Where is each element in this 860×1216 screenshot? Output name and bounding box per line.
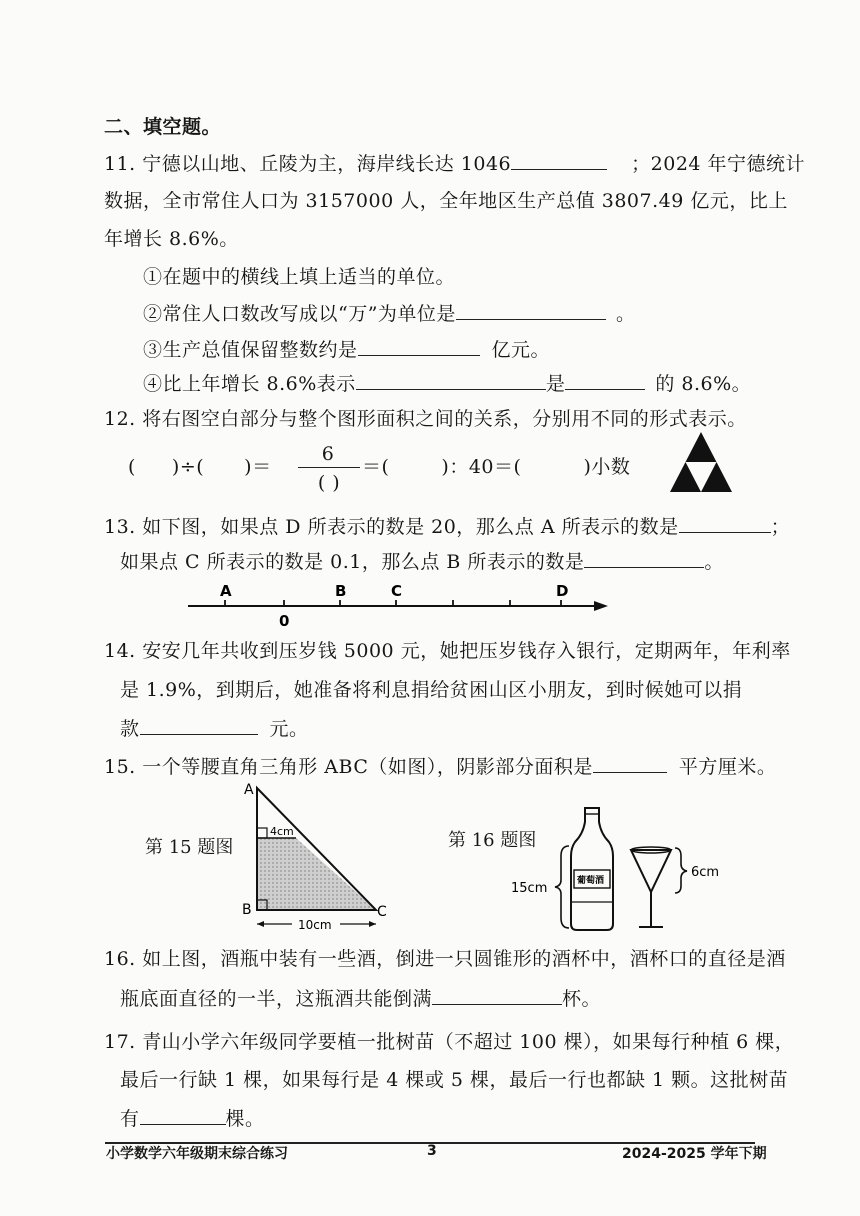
q13-blank-b[interactable] (584, 549, 704, 568)
cone-glass-bowl (631, 850, 671, 892)
q12-blank-3[interactable] (389, 455, 441, 473)
q13-number-line (180, 578, 610, 638)
glass-brace (675, 848, 687, 893)
q17-unit: 棵。 (225, 1108, 265, 1130)
q13-line1 (104, 514, 790, 539)
q14-text: 款 (120, 718, 140, 740)
q12-blank-2[interactable] (204, 455, 244, 473)
q12-ratio: )：40＝( (441, 456, 522, 478)
vertex-a: A (244, 782, 254, 798)
q14-blank-amount[interactable] (140, 716, 258, 735)
q12-decimal: )小数 (583, 456, 631, 478)
q16-figure-label: 第 16 题图 (448, 830, 537, 851)
q11-text-b: ；2024 年宁德统计 (631, 153, 806, 175)
q12-text: 12. 将右图空白部分与整个图形面积之间的关系，分别用不同的形式表示。 (104, 408, 747, 430)
dim-15cm: 15cm (511, 881, 548, 896)
q17-blank-trees[interactable] (140, 1106, 226, 1125)
q12-triangle-figure (668, 430, 734, 496)
q12-blank-4[interactable] (521, 455, 583, 473)
q14-line3 (120, 716, 309, 741)
q12-paren-1: ( (128, 456, 136, 478)
dim-10cm: 10cm (298, 918, 332, 932)
q14-line2: 是 1.9%，到期后，她准备将利息捐给贫困山区小朋友，到时候她可以捐 (120, 679, 743, 701)
point-b-label: B (335, 582, 347, 600)
footer-left: 小学数学六年级期末综合练习 (106, 1146, 288, 1162)
dim-4cm: 4cm (270, 825, 294, 838)
q15-figure-label: 第 15 题图 (145, 837, 234, 858)
q11-blank-unit[interactable] (511, 151, 607, 170)
q13-end-a: ； (770, 516, 791, 538)
q15-unit: 平方厘米。 (678, 756, 777, 778)
q11-line3: 年增长 8.6%。 (104, 228, 239, 250)
q12-eq2: ＝( (362, 456, 390, 478)
zero-label: 0 (279, 612, 290, 630)
wine-bottle (571, 808, 613, 930)
number-line-arrow (594, 601, 608, 611)
q13-end-b: 。 (704, 551, 724, 573)
q17-line3 (120, 1106, 265, 1131)
q17-line1: 17. 青山小学六年级同学要植一批树苗（不超过 100 棵），如果每行种植 6 棵， (104, 1031, 795, 1053)
footer-right: 2024-2025 学年下期 (622, 1146, 767, 1162)
q13-text-a: 13. 如下图，如果点 D 所表示的数是 20，那么点 A 所表示的数是 (104, 516, 679, 538)
section-title: 二、填空题。 (104, 116, 222, 138)
q15-text-a: 15. 一个等腰直角三角形 ABC（如图），阴影部分面积是 (104, 756, 593, 778)
q11-sub2-text: ②常住人口数改写成以“万”为单位是 (143, 303, 456, 325)
q16-unit: 杯。 (562, 988, 602, 1010)
q13-line2 (120, 549, 724, 574)
q13-blank-a[interactable] (679, 514, 771, 533)
q12-expression (128, 455, 272, 479)
q12-fraction-den[interactable]: ( ) (317, 472, 341, 494)
q17-line2: 最后一行缺 1 棵，如果每行是 4 棵或 5 棵，最后一行也都缺 1 颗。这批树苗 (120, 1069, 789, 1091)
q11-sub2-end: 。 (615, 303, 636, 325)
q11-sub3-end: 亿元。 (491, 339, 551, 361)
q15-text (104, 754, 776, 779)
footer-page-number: 3 (427, 1143, 437, 1159)
q12-fraction-num: 6 (321, 443, 335, 465)
q11-line2: 数据，全市常住人口为 3157000 人，全年地区生产总值 3807.49 亿元，比上 (104, 190, 788, 212)
point-d-label: D (556, 582, 569, 600)
bottle-brace (555, 846, 569, 928)
dim-6cm: 6cm (691, 865, 720, 880)
q11-sub3 (143, 337, 550, 362)
bottle-label-text: 葡萄酒 (577, 876, 605, 886)
q15-blank-area[interactable] (593, 754, 667, 773)
q16-line1: 16. 如上图，酒瓶中装有一些酒，倒进一只圆锥形的酒杯中，酒杯口的直径是酒 (104, 948, 786, 970)
q11-text-a: 11. 宁德以山地、丘陵为主，海岸线长达 1046 (104, 153, 512, 175)
vertex-c: C (377, 904, 387, 920)
q14-unit: 元。 (269, 718, 309, 740)
vertex-b: B (242, 902, 252, 918)
q12-eq1: )＝ (244, 456, 272, 478)
point-c-label: C (391, 582, 403, 600)
q14-line1: 14. 安安几年共收到压岁钱 5000 元，她把压岁钱存入银行，定期两年，年利率 (104, 640, 791, 662)
q11-blank-gdp[interactable] (358, 337, 480, 356)
point-a-label: A (220, 582, 232, 600)
q11-blank-wan[interactable] (456, 301, 606, 320)
q12-expression-2 (362, 455, 630, 479)
q15-triangle-figure (236, 782, 396, 940)
q16-bottle-glass-figure (505, 800, 750, 935)
q16-text: 瓶底面直径的一半，这瓶酒共能倒满 (120, 988, 433, 1010)
q11-blank-meaning1[interactable] (356, 371, 546, 390)
q11-sub4-text: ④比上年增长 8.6%表示 (143, 373, 356, 395)
q11-sub4 (143, 371, 751, 396)
q17-text: 有 (120, 1108, 140, 1130)
q11-sub4-mid: 是 (545, 373, 566, 395)
q11-sub4-end: 的 8.6%。 (655, 373, 752, 395)
q13-text-b: 如果点 C 所表示的数是 0.1，那么点 B 所表示的数是 (120, 551, 585, 573)
q12-div: )÷( (171, 456, 205, 478)
q16-blank-cups[interactable] (432, 986, 562, 1005)
q12-blank-1[interactable] (136, 455, 172, 473)
q11-sub1: ①在题中的横线上填上适当的单位。 (143, 266, 456, 288)
q16-line2 (120, 986, 601, 1011)
q12-fraction-bar (298, 467, 360, 468)
q11-sub2 (143, 301, 635, 326)
q11-line1 (104, 151, 805, 176)
q11-sub3-text: ③生产总值保留整数约是 (143, 339, 358, 361)
q11-blank-meaning2[interactable] (565, 371, 645, 390)
